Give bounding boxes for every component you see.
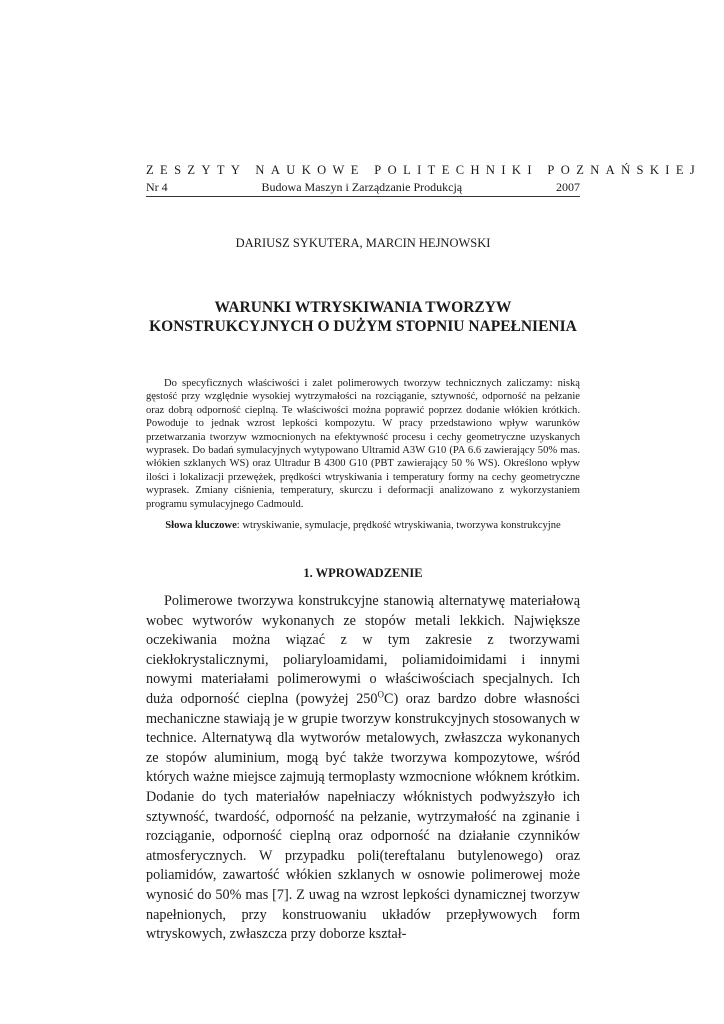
- body-paragraph: [146, 592, 580, 945]
- issue-line: [146, 180, 580, 195]
- header-rule: [146, 196, 580, 197]
- body-text-part-1: Polimerowe tworzywa konstrukcyjne stanowią alternatywę materiałową wobec wytworów wykonanych ze stopów metali lekkich. Największe oczekiwania można wiązać z w tym zakresie z tworzywami ciekłokrystalicznymi, poliaryloamidami, poliamidoimidami i innymi nowymi materiałami polimerowymi o właściwościach specjalnych. Ich duża odporność cieplna (powyżej 250: [146, 593, 580, 707]
- issue-number: Nr 4: [146, 180, 168, 194]
- body-text-part-2: C) oraz bardzo dobre własności mechaniczne stawiają je w grupie tworzyw konstrukcyjnych stosowanych w technice. Alternatywą dla wytworów metalowych, zwłaszcza wykonanych ze stopów aluminium, mogą być także tworzywa kompozytowe, wśród których ważne miejsce zajmują termoplasty wzmocnione włóknem krótkim. Dodanie do tych materiałów napełniaczy włóknistych podwyższyło ich sztywność, twardość, odporność na pełzanie, wytrzymałość na zginanie i rozciąganie, odporność cieplną oraz odporność na działanie czynników atmosferycznych. W przypadku poli(tereftalanu butylenowego) oraz poliamidów, zawartość włókien szklanych w osnowie polimerowej może wynosić do 50% mas [7]. Z uwag na wzrost lepkości dynamicznej tworzyw napełnionych, przy konstruowaniu układów przepływowych form wtryskowych, zwłaszcza przy doborze kształ-: [146, 690, 580, 943]
- issue-year: 2007: [556, 180, 580, 194]
- degree-superscript: O: [377, 689, 384, 700]
- keywords-line: [146, 520, 580, 531]
- keywords-list: : wtryskiwanie, symulacje, prędkość wtryskiwania, tworzywa konstrukcyjne: [236, 520, 561, 531]
- title-line-2: KONSTRUKCYJNYCH O DUŻYM STOPNIU NAPEŁNIENIA: [149, 318, 577, 335]
- title-line-1: WARUNKI WTRYSKIWANIA TWORZYW: [214, 299, 512, 316]
- article-authors: DARIUSZ SYKUTERA, MARCIN HEJNOWSKI: [235, 236, 491, 250]
- journal-title: ZESZYTY NAUKOWE POLITECHNIKI POZNAŃSKIEJ: [146, 163, 702, 177]
- section-heading: 1. WPROWADZENIE: [303, 566, 423, 580]
- journal-series: Budowa Maszyn i Zarządzanie Produkcją: [261, 180, 463, 194]
- article-title: [146, 298, 580, 336]
- abstract: Do specyficznych właściwości i zalet polimerowych tworzyw technicznych zaliczamy: niską gęstość przy względnie wysokiej wytrzymałości na rozciąganie, sztywność, odporność na pełzanie oraz dobrą odporność cieplną. Te właściwości można poprawić poprzez dodanie włókien krótkich. Powoduje to jednak wzrost lepkości kompozytu. W pracy przedstawiono wpływ warunków przetwarzania tworzyw wzmocnionych na efektywność procesu i cechy geometryczne uzyskanych wyprasek. Do badań symulacyjnych wytypowano Ultramid A3W G10 (PA 6.6 zawierający 50% mas. włókien szklanych WS) oraz Ultradur B 4300 G10 (PBT zawierający 50 % WS). Określono wpływ ilości i lokalizacji przewężek, prędkości wtryskiwania i temperatury formy na cechy geometryczne wyprasek. Zmiany ciśnienia, temperatury, skurczu i deformacji analizowano z wykorzystaniem programu symulacyjnego Cadmould.: [146, 378, 580, 510]
- keywords-label: Słowa kluczowe: [165, 520, 237, 531]
